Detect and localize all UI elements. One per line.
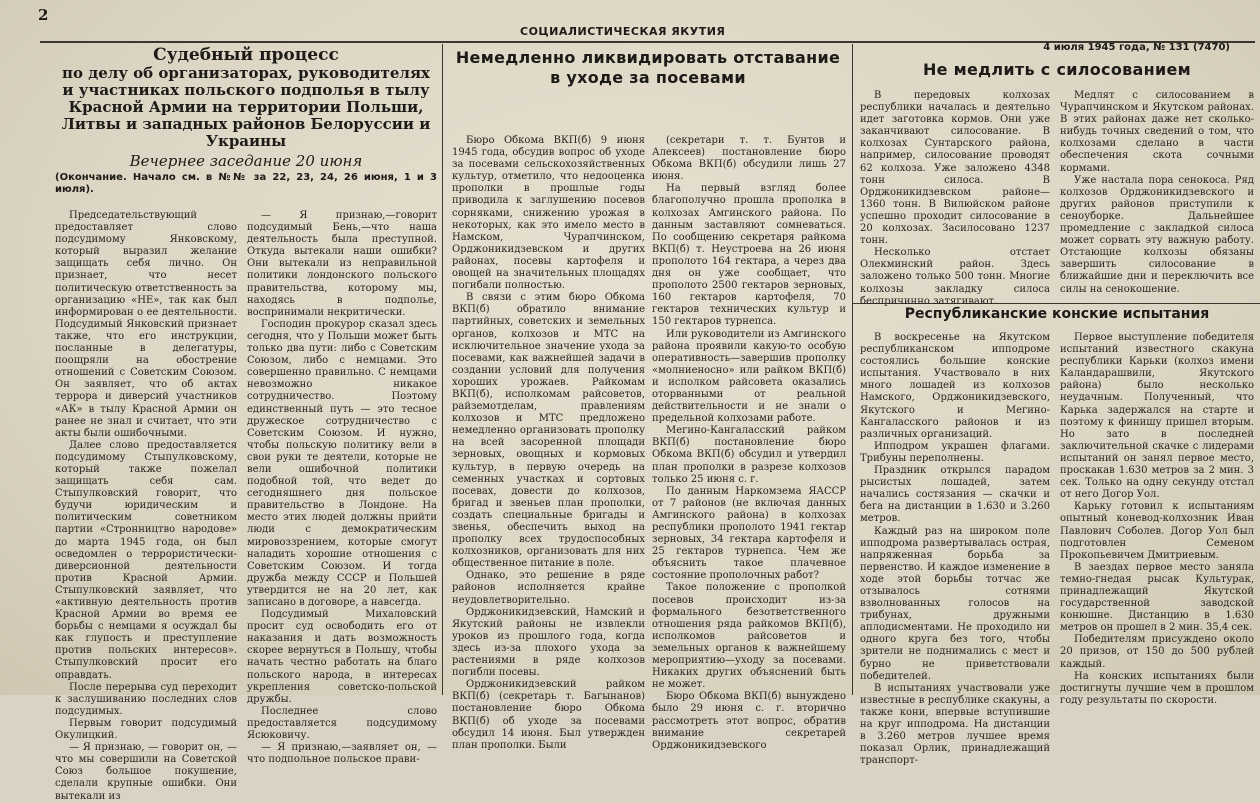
paragraph: В воскресенье на Якутском республиканском ипподроме состоялись большие конские испытания. Участвовало в них много лошадей из колхозов Намского, Орджоникидзевского, Якутского и Мегино-Кангаласского районов и из различных организаций. (860, 332, 1050, 440)
trial-subhead: Вечернее заседание 20 июня (129, 152, 363, 170)
paragraph: Далее слово предоставляется подсудимому Стыпулковскому, который также пожелал защищать себя сам. Стыпулковский говорит, что будучи юридическим и политическим советником партии «Стронництво народове» до марта 1945 года, он был осведомлен о террористически-диверсионной деятельности против Красной Армии. Стыпулковский заявляет, что «активную деятельность против Красной Армии во время ее борьбы с немцами я осуждал бы как глупость и преступление против польских интересов». Стыпулковский просит его оправдать. (55, 439, 237, 681)
paragraph: На конских испытаниях были достигнуты лучшие чем в прошлом году результаты по скорости. (1060, 670, 1254, 706)
paragraph: По данным Наркомзема ЯАССР от 7 районов (не включая данных Амгинского района) в колхозах республики прополото 1941 гектар зерновых, 34 гектара картофеля и 25 гектаров турнепса. Чем же объяснить такое плачевное состояние прополочных работ? (652, 485, 846, 582)
column-divider (442, 44, 443, 695)
paragraph: Первое выступление победителя испытаний известного скакуна республики Карьки (колхоз имени Каландарашвили, Якутского района) было несколько неудачным. Полученный, что Карька задержался на старте и поэтому к финишу пришел вторым. Но зато в последней заключительной скачке с лидерами испытаний он занял первое место, проскакав 1.630 метров за 2 мин. 3 сек. Только на одну секунду отстал от него Догор Уол. (1060, 332, 1254, 501)
paragraph: На первый взгляд более благополучно прошла прополка в колхозах Амгинского района. По данным заставляют сомневаться. По сообщению секретаря райкома ВКП(б) т. Неустроева на 26 июня прополото 164 гектара, а через два дня он уже сообщает, что прополото 2500 гектаров зерновых, 160 гектаров картофеля, 70 гектаров технических культур и 150 гектаров турнепса. (652, 183, 846, 328)
issue-date: 4 июля 1945 года, № 131 (7470) (1043, 42, 1230, 53)
paragraph: Несколько отстает Олекминский район. Здесь заложено только 500 тонн. Многие колхозы закладку силоса беспричинно затягивают. (860, 247, 1050, 307)
trial-column-2 (247, 210, 437, 766)
header-rule (40, 41, 1255, 43)
paragraph: Победителям присуждено около 20 призов, от 150 до 500 рублей каждый. (1060, 634, 1254, 670)
column-divider (852, 44, 853, 695)
page-header (0, 0, 1260, 53)
paragraph: Бюро Обкома ВКП(б) вынуждено было 29 июня с. г. вторично рассмотреть этот вопрос, обратив внимание секретарей Орджоникидзевского (652, 691, 846, 751)
paragraph: В связи с этим бюро Обкома ВКП(б) обратило внимание партийных, советских и земельных органов, колхозов и МТС на исключительное значение ухода за посевами, как важнейшей задачи в создании условий для получения хороших урожаев. Райкомам ВКП(б), исполкомам райсоветов, райземотделам, правлениям колхозов и МТС предложено немедленно организовать прополку на всей засоренной площади зерновых, овощных и кормовых культур, в первую очередь на семенных участках и сортовых посевах, довести до колхозов, бригад и звеньев план прополки, создать специальные бригады и звенья, обеспечить выход на прополку всех трудоспособных колхозников, организовать для них общественное питание в поле. (452, 292, 645, 570)
silage-column-2 (1060, 90, 1254, 300)
horse-trials-heading (858, 305, 1256, 331)
paragraph: В испытаниях участвовали уже известные в республике скакуны, а также кони, впервые вступившие на круг ипподрома. На дистанции в 3.260 метров лучшее время показал Орлик, принадлежащий транспорт- (860, 682, 1050, 767)
paragraph: Орджоникидзевский райком ВКП(б) (секретарь т. Багынанов) постановление бюро Обкома ВКП(б) об уходе за посевами обсудил 14 июня. Был утвержден план прополки. Были (452, 679, 645, 751)
paragraph: Орджоникидзевский, Намский и Якутский районы не извлекли уроков из прошлого года, когда здесь из-за плохого ухода за растениями в ряде колхозов погибли посевы. (452, 606, 645, 679)
trial-continuation: (Окончание. Начало см. в №№ за 22, 23, 24, 26 июня, 1 и 3 июля). (55, 172, 437, 195)
paragraph: Такое положение с прополкой посевов происходит из-за формального безответственного отношения ряда райкомов ВКП(б), исполкомов райсоветов и земельных органов к важнейшему мероприятию—уходу за посевами. Никаких других объяснений быть не может. (652, 582, 846, 691)
paragraph: Председательствующий предоставляет слово подсудимому Янковскому, который выразил желание защищать себя лично. Он признает, что несет политическую ответственность за организацию «НЕ», так как был информирован о ее деятельности. Подсудимый Янковский признает также, что его инструкции, посланные в делегатуры, поощряли на обострение отношений с Советским Союзом. Он заявляет, что об актах террора и диверсий участников «АК» в тылу Красной Армии он ранее не знал и считает, что эти акты были ошибочными. (55, 210, 237, 439)
paragraph: Однако, это решение в ряде районов исполняется крайне неудовлетворительно. (452, 570, 645, 606)
paragraph: Праздник открылся парадом рысистых лошадей, затем начались состязания — скачки и бега на дистанции в 1.630 и 3.260 метров. (860, 465, 1050, 525)
paragraph: Ипподром украшен флагами. Трибуны переполнены. (860, 440, 1050, 464)
paragraph: Господин прокурор сказал здесь сегодня, что у Польши может быть только два пути: либо с Советским Союзом, либо с немцами. Это совершенно правильно. С немцами невозможно никакое сотрудничество. Поэтому единственный путь — это тесное дружеское сотрудничество с Советским Союзом. И нужно, чтобы польскую политику вели в свои руки те деятели, которые не вели ошибочной политики подобной той, что ведет до сегодняшнего дня польское правительство в Лондоне. На место этих людей должны прийти люди с демократическим мировоззрением, которые смогут наладить хорошие отношения с Советским Союзом. И тогда дружба между СССР и Польшей утвердится не на 20 лет, как записано в договоре, а навсегда. (247, 318, 437, 608)
weeding-column-2 (652, 135, 846, 751)
silage-title: Не медлить с силосованием (922, 60, 1192, 79)
paragraph: Медлят с силосованием в Чурапчинском и Якутском районах. В этих районах даже нет сколько-нибудь точных сведений о том, что колхозами сделано в части обеспечения скота сочными кормами. (1060, 90, 1254, 174)
paragraph: Карьку готовил к испытаниям опытный коневод-колхозник Иван Павлович Соболев. Догор Уол был подготовлен Семеном Прокопьевичем Дмитриевым. (1060, 501, 1254, 561)
weeding-heading (448, 48, 848, 128)
weeding-title: Немедленно ликвидировать отставание в уходе за посевами (455, 48, 841, 87)
weeding-column-1 (452, 135, 645, 751)
paragraph: Мегино-Кангаласский райком ВКП(б) постановление бюро Обкома ВКП(б) обсудил и утвердил план прополки в разрезе колхозов только 25 июня с. г. (652, 425, 846, 485)
paragraph: Каждый раз на широком поле ипподрома развертывалась острая, напряженная борьба за первенство. И каждое изменение в ходе этой борьбы тотчас же отзывалось сотнями взволнованных голосов на трибунах, дружными аплодисментами. Не проходило ни одного круга без того, чтобы зрители не поднимались с мест и бурно не приветствовали победителей. (860, 525, 1050, 682)
silage-column-1 (860, 90, 1050, 307)
trial-title: Судебный процесс (153, 45, 339, 65)
paragraph: Бюро Обкома ВКП(б) 9 июня 1945 года, обсудив вопрос об уходе за посевами сельскохозяйственных культур, отметило, что недооценка прополки в прошлые годы приводила к заглушению посевов сорняками, снижению урожая в некоторых, как это имело место в Намском, Чурапчинском, Орджоникидзевском и других районах, посевы картофеля и овощей на значительных площадях погибали полностью. (452, 135, 645, 292)
silage-heading (858, 60, 1256, 86)
paragraph: Уже настала пора сенокоса. Ряд колхозов Орджоникидзевского и других районов приступили к сеноуборке. Дальнейшее промедление с закладкой силоса может сорвать эту важную работу. Отстающие колхозы обязаны завершить силосование в ближайшие дни и переключить все силы на сенокошение. (1060, 174, 1254, 295)
paragraph: Первым говорит подсудимый Окулицкий. (55, 717, 237, 742)
trial-heading (55, 44, 437, 204)
paragraph: Последнее слово предоставляется подсудимому Ясюковичу. (247, 705, 437, 742)
paragraph: В передовых колхозах республики началась и деятельно идет заготовка кормов. Они уже заканчивают силосование. В колхозах Сунтарского района, например, силосование проводят 62 колхоза. Уже заложено 4348 тонн силоса. В Орджоникидзевском районе— 1360 тонн. В Вилюйском районе успешно проходит силосование в 20 колхозах. Засилосовано 1237 тонн. (860, 90, 1050, 247)
paragraph: (секретари т. т. Бунтов и Алексеев) постановление бюро Обкома ВКП(б) обсудили лишь 27 июня. (652, 135, 846, 183)
trial-headline: по делу об организаторах, руководителях и участниках польского подполья в тылу Красной Армии на территории Польши, Литвы и западных районов Белоруссии и Украины (61, 64, 431, 150)
paragraph: Подсудимый Михаловский просит суд освободить его от наказания и дать возможность скорее вернуться в Польшу, чтобы начать честно работать на благо польского народа, в интересах укрепления советско-польской дружбы. (247, 609, 437, 705)
paragraph: В заездах первое место заняла темно-гнедая рысак Культурак, принадлежащий Якутской государственной заводской конюшне. Дистанцию в 1.630 метров он прошел в 2 мин. 35,4 сек. (1060, 561, 1254, 634)
page-number: 2 (38, 6, 49, 24)
paragraph: — Я признаю,—говорит подсудимый Бень,—что наша деятельность была преступной. Откуда вытекали наши ошибки? Они вытекали из неправильной политики лондонского польского правительства, которому мы, находясь в подполье, воспринимали некритически. (247, 210, 437, 318)
paragraph: Или руководители из Амгинского района проявили какую-то особую оперативность—завершив прополку «молниеносно» или райком ВКП(б) и исполком райсовета оказались оторванными от реальной действительности и не знали о предельной колхозами работе. (652, 328, 846, 425)
paragraph: После перерыва суд переходит к заслушиванию последних слов подсудимых. (55, 681, 237, 717)
newspaper-name: СОЦИАЛИСТИЧЕСКАЯ ЯКУТИЯ (520, 25, 726, 38)
horse-trials-title: Республиканские конские испытания (904, 306, 1210, 322)
horse-trials-column-1 (860, 332, 1050, 767)
horse-trials-column-2 (1060, 332, 1254, 706)
paragraph: — Я признаю, — говорит он, — что мы совершили на Советской Союз большое покушение, сделали крупные ошибки. Они вытекали из (55, 742, 237, 802)
trial-column-1 (55, 210, 237, 802)
paragraph: — Я признаю,—заявляет он, — что подпольное польское прави- (247, 742, 437, 766)
